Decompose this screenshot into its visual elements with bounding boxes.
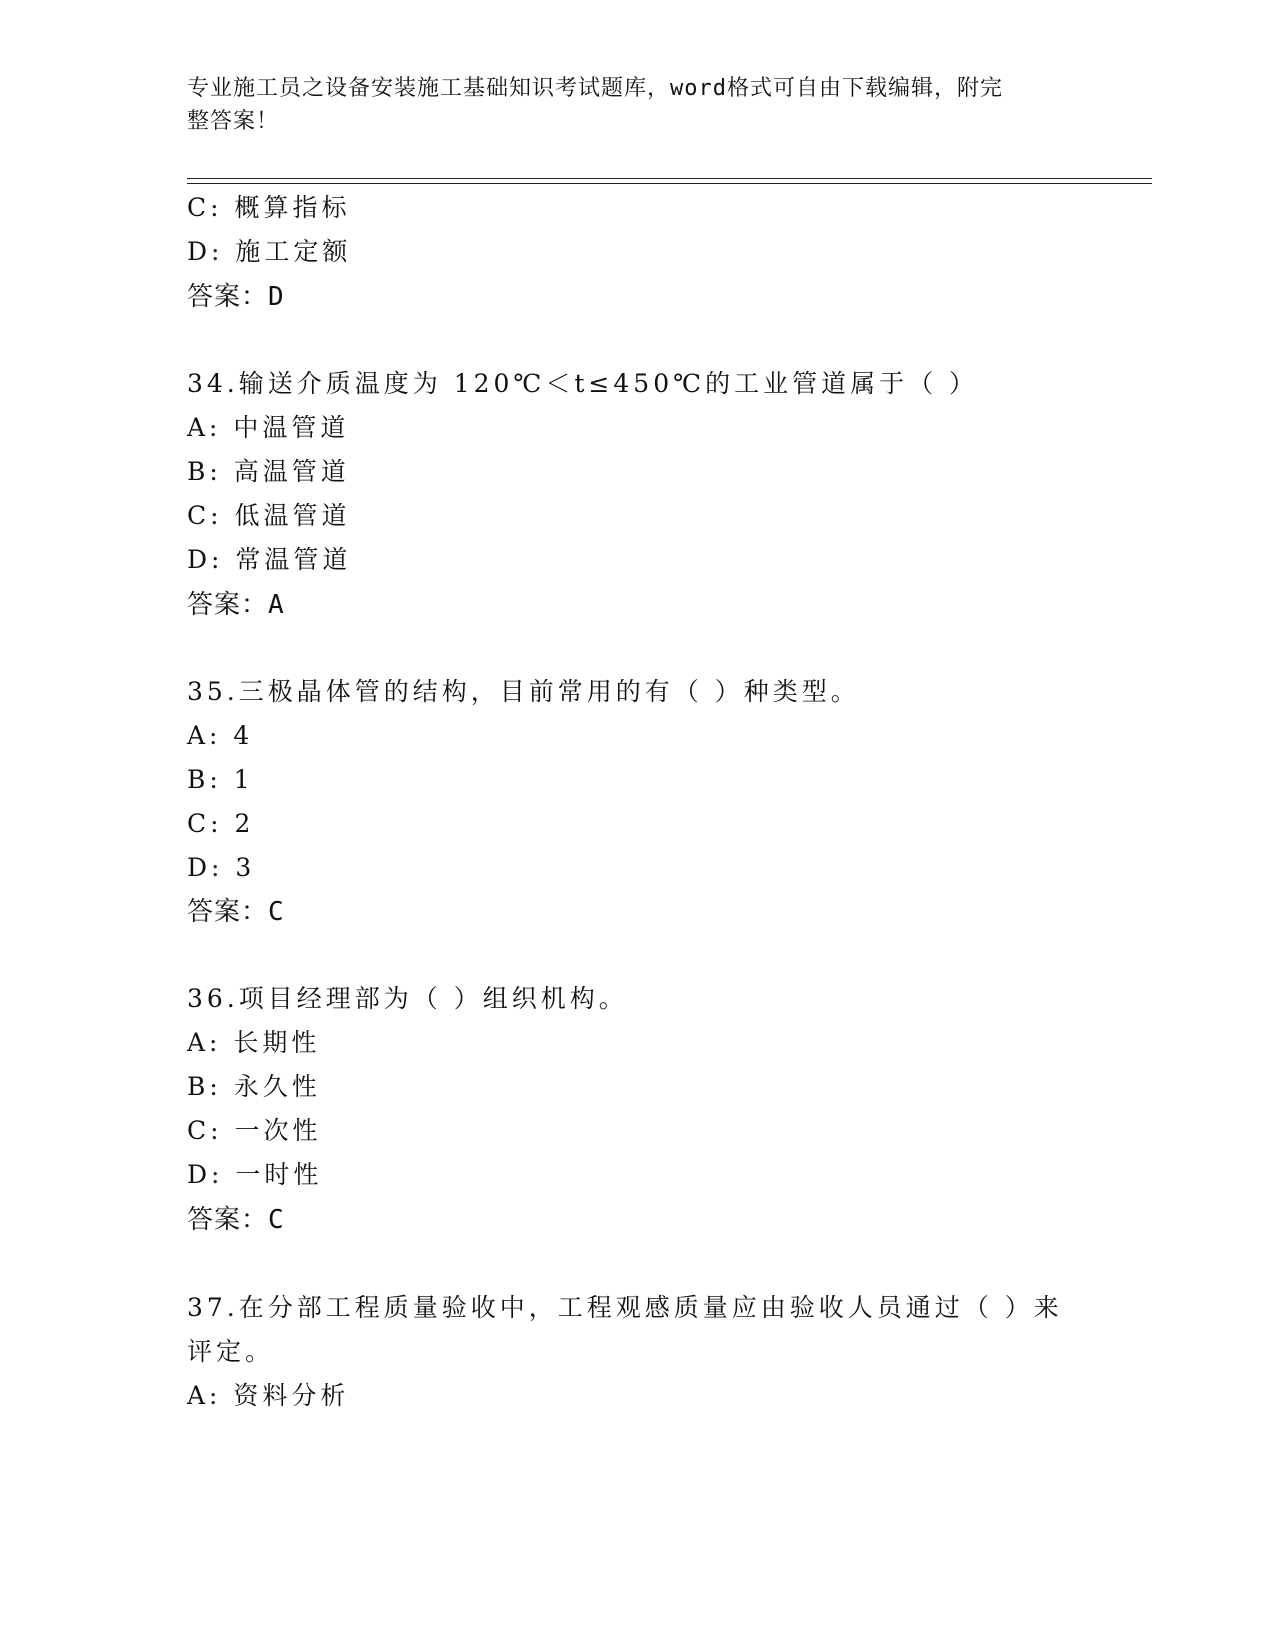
q34-option-a: A: 中温管道: [187, 413, 350, 442]
document-header: [187, 72, 1067, 138]
q35-option-c: C: 2: [187, 809, 255, 838]
q34-option-d: D: 常温管道: [187, 545, 352, 574]
q37-stem-line-2: 评定。: [187, 1337, 275, 1366]
q36-stem: 36.项目经理部为（ ）组织机构。: [187, 984, 628, 1013]
q36-option-b: B: 永久性: [187, 1072, 321, 1101]
q36-answer: 答案：C: [187, 1205, 285, 1235]
q34-answer: 答案：A: [187, 590, 285, 620]
q33-answer: 答案：D: [187, 282, 285, 312]
q37-stem-line-1: 37.在分部工程质量验收中，工程观感质量应由验收人员通过（ ）来: [187, 1293, 1063, 1322]
q37-option-a: A: 资料分析: [187, 1381, 350, 1410]
q35-option-a: A: 4: [187, 721, 254, 750]
q34-option-c: C: 低温管道: [187, 501, 351, 530]
q33-option-d: D: 施工定额: [187, 237, 352, 266]
q35-option-b: B: 1: [187, 765, 254, 794]
q36-option-c: C: 一次性: [187, 1116, 322, 1145]
q36-option-a: A: 长期性: [187, 1028, 321, 1057]
q35-answer: 答案：C: [187, 897, 285, 927]
q34-stem: 34.输送介质温度为 120℃＜t≤450℃的工业管道属于（ ）: [187, 369, 979, 398]
q35-option-d: D: 3: [187, 853, 256, 882]
q33-option-c: C: 概算指标: [187, 193, 351, 222]
header-divider-bottom: [187, 183, 1152, 184]
q36-option-d: D: 一时性: [187, 1160, 323, 1189]
header-divider-top: [187, 178, 1152, 179]
header-line-1: 专业施工员之设备安装施工基础知识考试题库，word格式可自由下载编辑，附完: [187, 76, 1003, 101]
q35-stem: 35.三极晶体管的结构，目前常用的有（ ）种类型。: [187, 677, 860, 706]
header-line-2: 整答案！: [187, 109, 280, 134]
q34-option-b: B: 高温管道: [187, 457, 350, 486]
